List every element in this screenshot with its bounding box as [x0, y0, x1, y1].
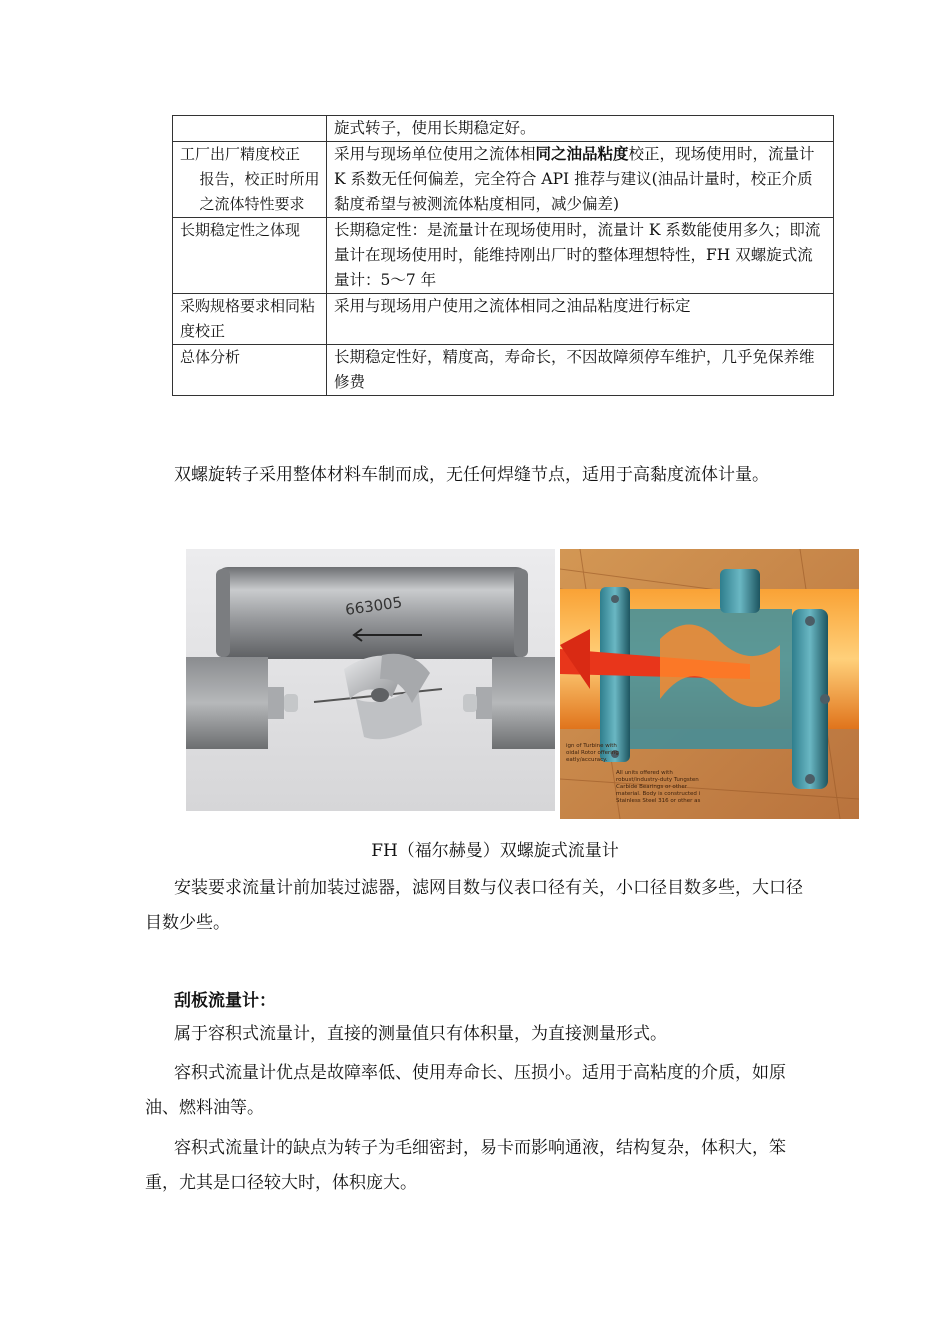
illustration-text: Carbide Bearings or other: [616, 784, 688, 790]
table-value-cell: [327, 142, 834, 218]
paragraph-filter: 安装要求流量计前加装过滤器，滤网目数与仪表口径有关，小口径目数多些，大口径目数少些。: [145, 878, 803, 933]
illustration-text: eatly/accuracy.: [566, 757, 608, 763]
rotor-photo: [186, 549, 555, 811]
table-key-cell: 采购规格要求相同粘度校正: [173, 294, 327, 345]
figure-caption: FH（福尔赫曼）双螺旋式流量计: [371, 841, 619, 861]
illustration-text: All units offered with: [616, 770, 673, 776]
paragraph: 容积式流量计的缺点为转子为毛细密封，易卡而影响通液，结构复杂，体积大，笨重，尤其是口径较大时，体积庞大。: [145, 1138, 786, 1193]
key-continuation: 报告，校正时所用之流体特性要求: [199, 170, 320, 213]
table-value-cell: 长期稳定性：是流量计在现场使用时，流量计 K 系数能使用多久；即流量计在现场使用时，能维持刚出厂时的整体理想特性，FH 双螺旋式流量计：5～7 年: [327, 218, 834, 294]
paragraph-rotor: 双螺旋转子采用整体材料车制而成，无任何焊缝节点，适用于高黏度流体计量。: [174, 465, 769, 485]
illustration-text: ign of Turbine with: [566, 743, 617, 749]
cutaway-graphic: [560, 549, 859, 819]
value-text: 采用与现场单位使用之流体相: [334, 145, 536, 163]
illustration-text: material. Body is constructed i: [616, 791, 701, 797]
table-key-cell: 总体分析: [173, 345, 327, 396]
table-value-cell: 旋式转子，使用长期稳定好。: [327, 116, 834, 142]
value-text: 校正，现场使用时，流量计 K 系数无任何偏差，完全符合 API 推荐与建议(油品计量时，校正介质黏度希望与被测流体粘度相同，减少偏差): [334, 145, 815, 213]
rotor-photo-graphic: [186, 549, 555, 811]
illustration-text: Stainless Steel 316 or other as: [616, 798, 701, 804]
table-value-cell: 采用与现场用户使用之流体相同之油品粘度进行标定: [327, 294, 834, 345]
table-row: [173, 345, 834, 396]
table-key-cell: [173, 142, 327, 218]
paragraph: 容积式流量计优点是故障率低、使用寿命长、压损小。适用于高粘度的介质，如原油、燃料油等。: [145, 1063, 786, 1118]
value-bold-text: 同之油品粘度: [535, 145, 629, 163]
spec-table: [172, 115, 834, 396]
table-key-cell: 长期稳定性之体现: [173, 218, 327, 294]
table-value-cell: 长期稳定性好，精度高，寿命长，不因故障须停车维护，几乎免保养维修费: [327, 345, 834, 396]
table-row: [173, 116, 834, 142]
key-line: 工厂出厂精度校正: [180, 145, 301, 163]
illustration-text: robust/industry-duty Tungsten: [616, 777, 699, 783]
table-row: [173, 218, 834, 294]
illustration-text: oidal Rotor offering: [566, 750, 619, 756]
table-row: [173, 294, 834, 345]
paragraph: 属于容积式流量计，直接的测量值只有体积量，为直接测量形式。: [174, 1024, 667, 1044]
table-key-cell: [173, 116, 327, 142]
cutaway-illustration: [560, 549, 859, 819]
tube-marking: 663005: [344, 593, 404, 619]
section-heading: 刮板流量计：: [174, 991, 276, 1011]
table-row: [173, 142, 834, 218]
